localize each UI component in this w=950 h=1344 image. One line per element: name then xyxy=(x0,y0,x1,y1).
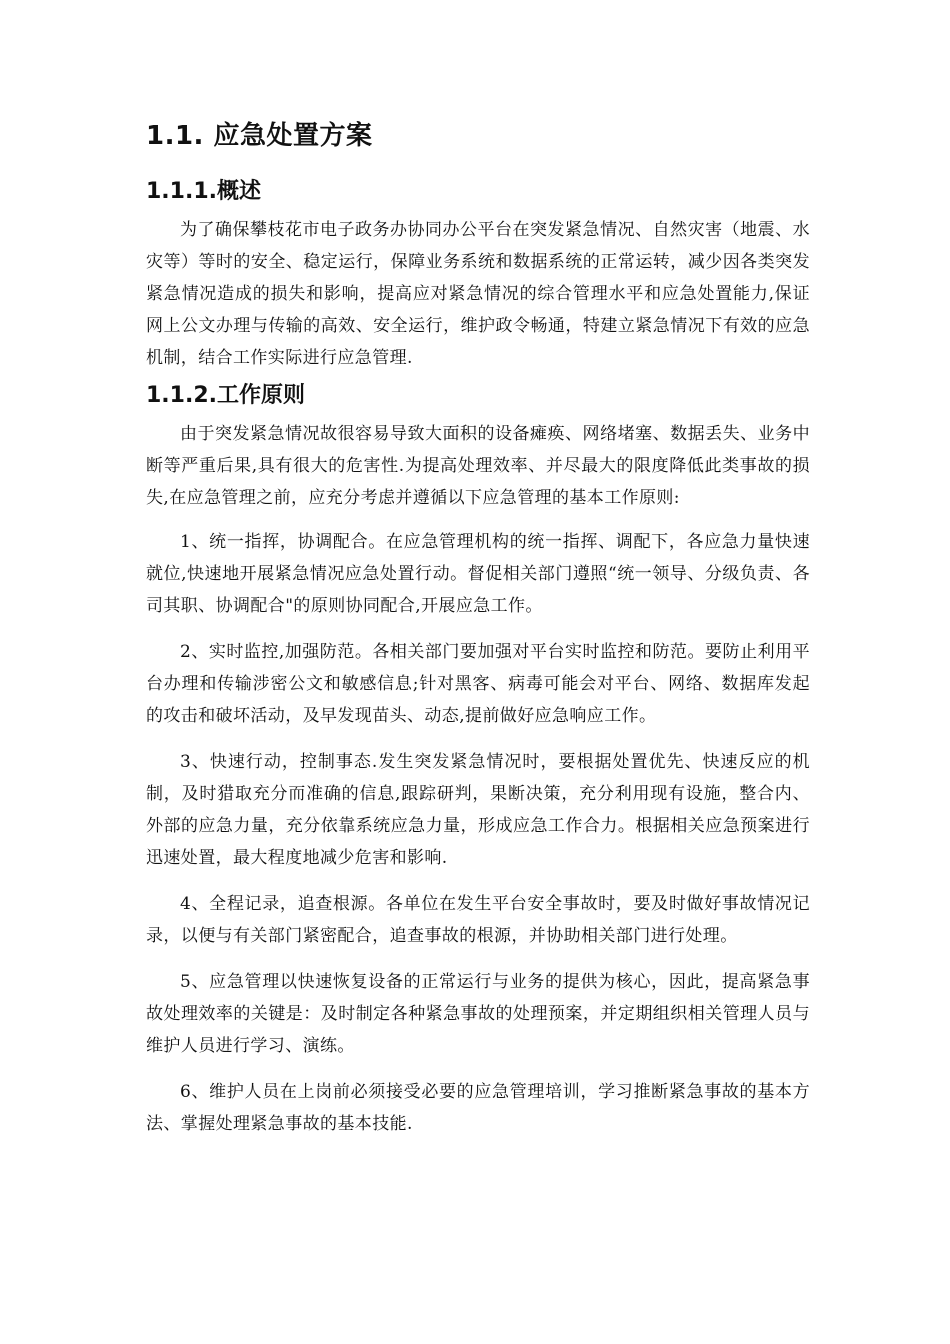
principle-item-6: 6、维护人员在上岗前必须接受必要的应急管理培训，学习推断紧急事故的基本方法、掌握处理紧急事故的基本技能. xyxy=(146,1082,810,1134)
overview-heading: 1.1.1.概述 xyxy=(146,179,261,204)
principle-item-3: 3、快速行动，控制事态.发生突发紧急情况时，要根据处置优先、快速反应的机制，及时猎取充分而准确的信息,跟踪研判，果断决策，充分利用现有设施，整合内、外部的应急力量，充分依靠系统应急力量，形成应急工作合力。根据相关应急预案进行迅速处置，最大程度地减少危害和影响. xyxy=(146,752,810,868)
section-title: 1.1. 应急处置方案 xyxy=(146,121,373,151)
document-body xyxy=(146,118,810,1140)
principle-item-2: 2、实时监控,加强防范。各相关部门要加强对平台实时监控和防范。要防止利用平台办理和传输涉密公文和敏感信息;针对黑客、病毒可能会对平台、网络、数据库发起的攻击和破坏活动，及早发现苗头、动态,提前做好应急响应工作。 xyxy=(146,642,810,726)
principle-item-5: 5、应急管理以快速恢复设备的正常运行与业务的提供为核心，因此，提高紧急事故处理效率的关键是：及时制定各种紧急事故的处理预案，并定期组织相关管理人员与维护人员进行学习、演练。 xyxy=(146,972,810,1056)
principle-item-1: 1、统一指挥，协调配合。在应急管理机构的统一指挥、调配下，各应急力量快速就位,快速地开展紧急情况应急处置行动。督促相关部门遵照“统一领导、分级负责、各司其职、协调配合"的原则协同配合,开展应急工作。 xyxy=(146,532,810,616)
principles-heading: 1.1.2.工作原则 xyxy=(146,383,305,408)
principle-item-4: 4、全程记录，追查根源。各单位在发生平台安全事故时，要及时做好事故情况记录，以便与有关部门紧密配合，追查事故的根源，并协助相关部门进行处理。 xyxy=(146,894,810,946)
principles-intro-paragraph: 由于突发紧急情况故很容易导致大面积的设备瘫痪、网络堵塞、数据丢失、业务中断等严重后果,具有很大的危害性.为提高处理效率、并尽最大的限度降低此类事故的损失,在应急管理之前，应充分考虑并遵循以下应急管理的基本工作原则: xyxy=(146,424,810,508)
overview-paragraph: 为了确保攀枝花市电子政务办协同办公平台在突发紧急情况、自然灾害（地震、水灾等）等时的安全、稳定运行，保障业务系统和数据系统的正常运转，减少因各类突发紧急情况造成的损失和影响，提高应对紧急情况的综合管理水平和应急处置能力,保证网上公文办理与传输的高效、安全运行，维护政令畅通，特建立紧急情况下有效的应急机制，结合工作实际进行应急管理. xyxy=(146,220,810,368)
